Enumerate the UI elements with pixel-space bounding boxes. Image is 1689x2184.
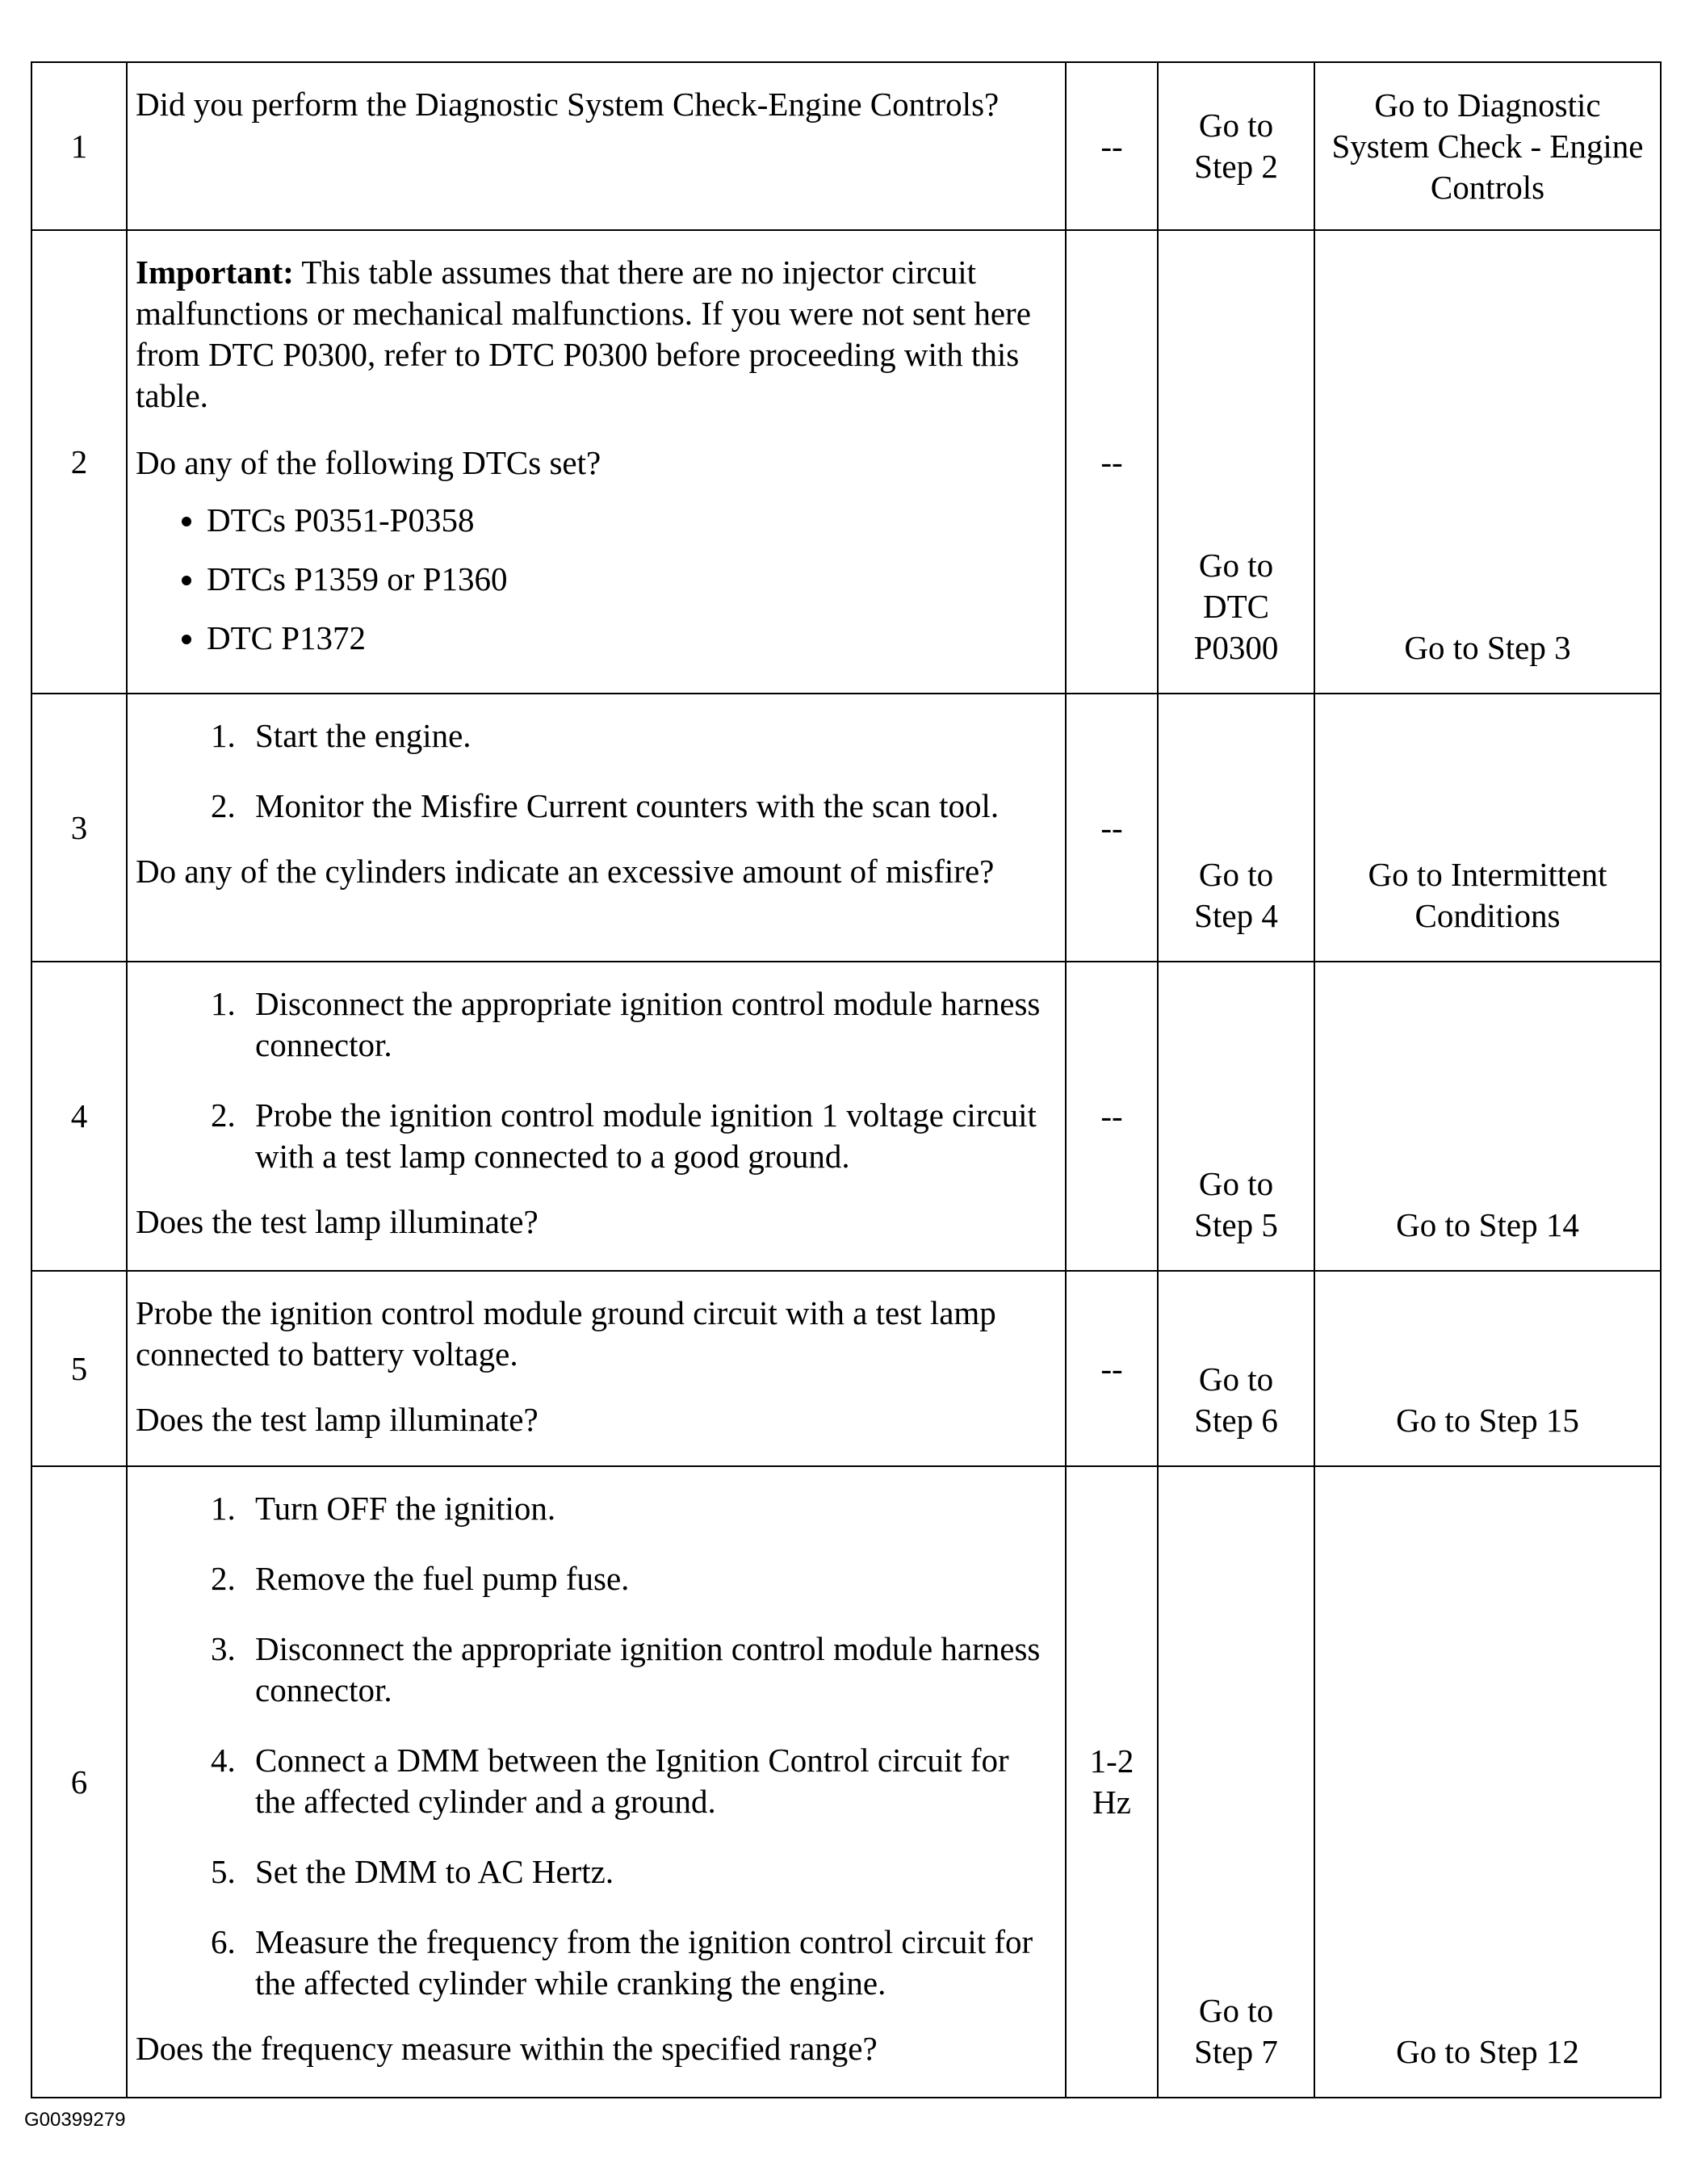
step-description [127,1466,1066,2098]
step-value: -- [1066,962,1158,1271]
step-value: 1-2 Hz [1066,1466,1158,2098]
step-description [127,962,1066,1271]
step-description [127,230,1066,694]
step-value: -- [1066,1271,1158,1466]
table-row [31,230,1661,694]
diagnostic-table [31,61,1662,2098]
list-item: 3. Disconnect the appropriate ignition control module harness connector. [244,1629,1057,1711]
step-text: Did you perform the Diagnostic System Check-Engine Controls? [136,86,1000,123]
list-item: 2. Probe the ignition control module ignition 1 voltage circuit with a test lamp connected to a good ground. [244,1095,1057,1177]
step-question: Does the frequency measure within the specified range? [136,2030,878,2067]
yes-action: Go to Step 6 [1158,1271,1314,1466]
step-question: Do any of the cylinders indicate an excessive amount of misfire? [136,853,995,890]
important-text: This table assumes that there are no injector circuit malfunctions or mechanical malfunctions. If you were not sent here from DTC P0300, refer to DTC P0300 before proceeding with this table. [136,254,1031,414]
list-item: • DTC P1372 [207,618,1057,659]
no-action: Go to Step 15 [1314,1271,1661,1466]
list-item: • DTCs P1359 or P1360 [207,559,1057,600]
step-description [127,62,1066,230]
table-row [31,62,1661,230]
no-action: Go to Intermittent Conditions [1314,694,1661,962]
step-value: -- [1066,230,1158,694]
step-number: 3 [31,694,127,962]
important-note [136,252,1057,417]
step-description [127,1271,1066,1466]
step-number: 4 [31,962,127,1271]
table-row [31,1271,1661,1466]
table-row [31,694,1661,962]
step-question: Do any of the following DTCs set? [136,444,601,481]
list-item: 1. Turn OFF the ignition. [244,1488,1057,1529]
yes-action: Go to Step 7 [1158,1466,1314,2098]
no-action: Go to Diagnostic System Check - Engine Controls [1314,62,1661,230]
no-action: Go to Step 3 [1314,230,1661,694]
no-action: Go to Step 14 [1314,962,1661,1271]
step-number: 6 [31,1466,127,2098]
list-item: 4. Connect a DMM between the Ignition Control circuit for the affected cylinder and a ground. [244,1740,1057,1822]
step-value: -- [1066,62,1158,230]
yes-action: Go to Step 4 [1158,694,1314,962]
list-item: 2. Monitor the Misfire Current counters with the scan tool. [244,786,1057,827]
list-item: 1. Start the engine. [244,715,1057,757]
step-question: Does the test lamp illuminate? [136,1203,539,1240]
action-list [136,1488,1057,2004]
dtc-list [136,500,1057,659]
yes-action: Go to Step 2 [1158,62,1314,230]
yes-action: Go to Step 5 [1158,962,1314,1271]
yes-action: Go to DTC P0300 [1158,230,1314,694]
step-value: -- [1066,694,1158,962]
list-item: • DTCs P0351-P0358 [207,500,1057,541]
step-number: 1 [31,62,127,230]
step-text: Probe the ignition control module ground circuit with a test lamp connected to battery voltage. [136,1294,996,1373]
step-question: Does the test lamp illuminate? [136,1401,539,1438]
list-item: 2. Remove the fuel pump fuse. [244,1558,1057,1599]
no-action: Go to Step 12 [1314,1466,1661,2098]
important-label: Important: [136,254,294,291]
step-number: 2 [31,230,127,694]
action-list [136,715,1057,827]
figure-id: G00399279 [24,2109,126,2131]
table-row [31,1466,1661,2098]
list-item: 6. Measure the frequency from the ignition control circuit for the affected cylinder while cranking the engine. [244,1922,1057,2004]
list-item: 5. Set the DMM to AC Hertz. [244,1851,1057,1893]
action-list [136,983,1057,1177]
step-description [127,694,1066,962]
step-number: 5 [31,1271,127,1466]
table-row [31,962,1661,1271]
list-item: 1. Disconnect the appropriate ignition control module harness connector. [244,983,1057,1066]
